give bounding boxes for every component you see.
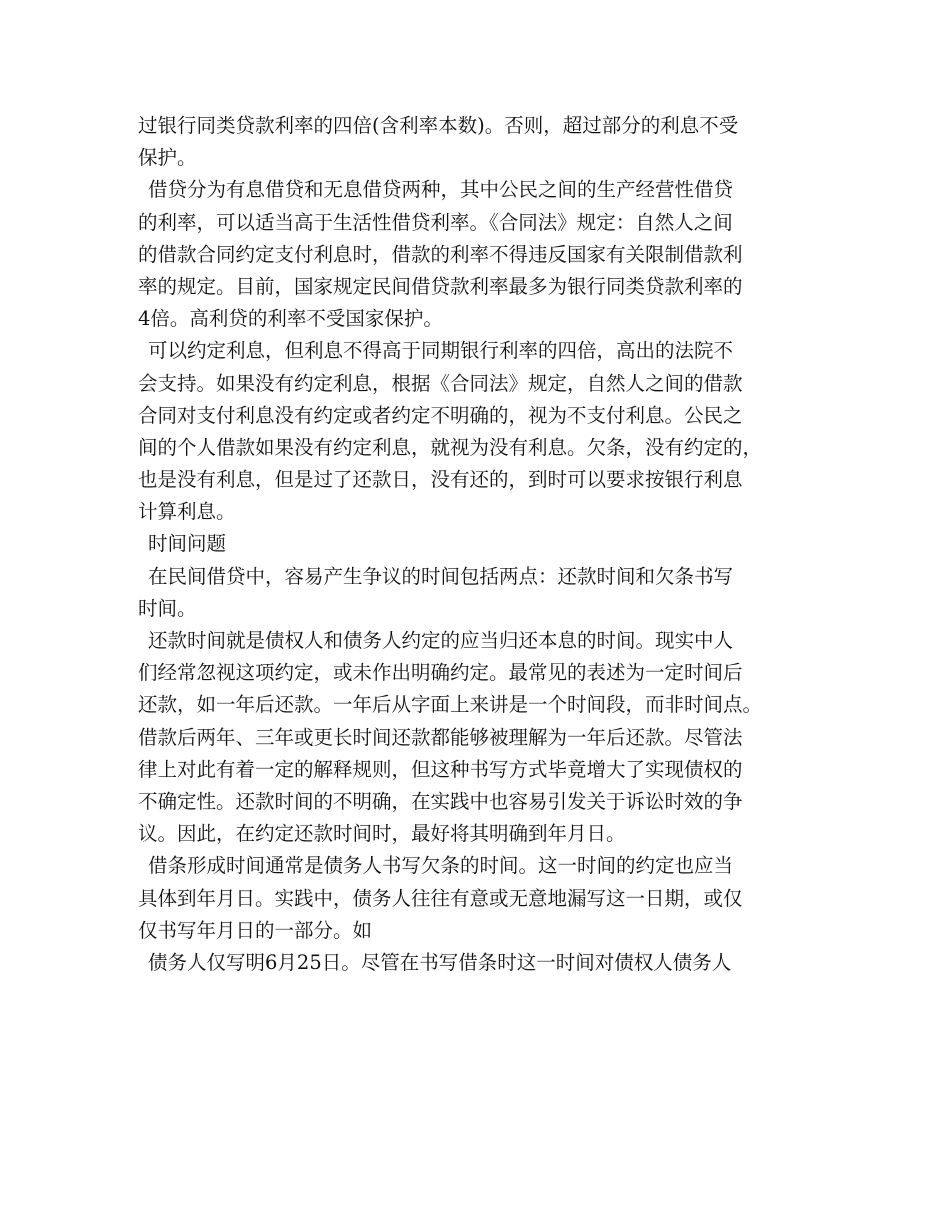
- text-line: 的利率，可以适当高于生活性借贷利率。《合同法》规定：自然人之间: [138, 210, 733, 234]
- text-line: 借款后两年、三年或更长时间还款都能够被理解为一年后还款。尽管法: [138, 725, 743, 749]
- text-line: 会支持。如果没有约定利息，根据《合同法》规定，自然人之间的借款: [138, 371, 743, 395]
- text-line: 借条形成时间通常是债务人书写欠条的时间。这一时间的约定也应当: [148, 854, 734, 878]
- text-line: 过银行同类贷款利率的四倍(含利率本数)。否则，超过部分的利息不受: [138, 114, 739, 137]
- text-line: 也是没有利息，但是过了还款日，没有还的，到时可以要求按银行利息: [138, 468, 743, 492]
- text-line: 们经常忽视这项约定，或未作出明确约定。最常见的表述为一定时间后: [138, 661, 743, 685]
- text-line: 间的个人借款如果没有约定利息，就视为没有利息。欠条，没有约定的，: [138, 435, 763, 459]
- document-body: [138, 110, 818, 979]
- text-line: 率的规定。目前，国家规定民间借贷款利率最多为银行同类贷款利率的: [138, 274, 743, 298]
- text-line: 债务人仅写明6月25日。尽管在书写借条时这一时间对债权人债务人: [148, 950, 732, 974]
- text-line: 借贷分为有息借贷和无息借贷两种，其中公民之间的生产经营性借贷: [148, 178, 734, 202]
- text-line: 保护。: [138, 146, 197, 170]
- text-line: 合同对支付利息没有约定或者约定不明确的，视为不支付利息。公民之: [138, 403, 743, 427]
- text-line: 可以约定利息，但利息不得高于同期银行利率的四倍，高出的法院不: [148, 339, 734, 363]
- text-line: 时间问题: [148, 532, 227, 556]
- text-line: 计算利息。: [138, 500, 236, 524]
- text-line: 在民间借贷中，容易产生争议的时间包括两点：还款时间和欠条书写: [148, 564, 734, 588]
- text-line: 时间。: [138, 596, 197, 620]
- text-line: 律上对此有着一定的解释规则，但这种书写方式毕竟增大了实现债权的: [138, 757, 743, 781]
- text-line: 还款，如一年后还款。一年后从字面上来讲是一个时间段，而非时间点。: [138, 693, 763, 717]
- text-line: 4倍。高利贷的利率不受国家保护。: [138, 307, 443, 331]
- text-line: 仅书写年月日的一部分。如: [138, 918, 373, 942]
- text-line: 具体到年月日。实践中，债务人往往有意或无意地漏写这一日期，或仅: [138, 886, 743, 910]
- text-line: 议。因此，在约定还款时间时，最好将其明确到年月日。: [138, 822, 626, 846]
- text-line: 不确定性。还款时间的不明确，在实践中也容易引发关于诉讼时效的争: [138, 789, 743, 813]
- text-line: 还款时间就是债权人和债务人约定的应当归还本息的时间。现实中人: [148, 629, 734, 652]
- text-line: 的借款合同约定支付利息时，借款的利率不得违反国家有关限制借款利: [138, 242, 743, 266]
